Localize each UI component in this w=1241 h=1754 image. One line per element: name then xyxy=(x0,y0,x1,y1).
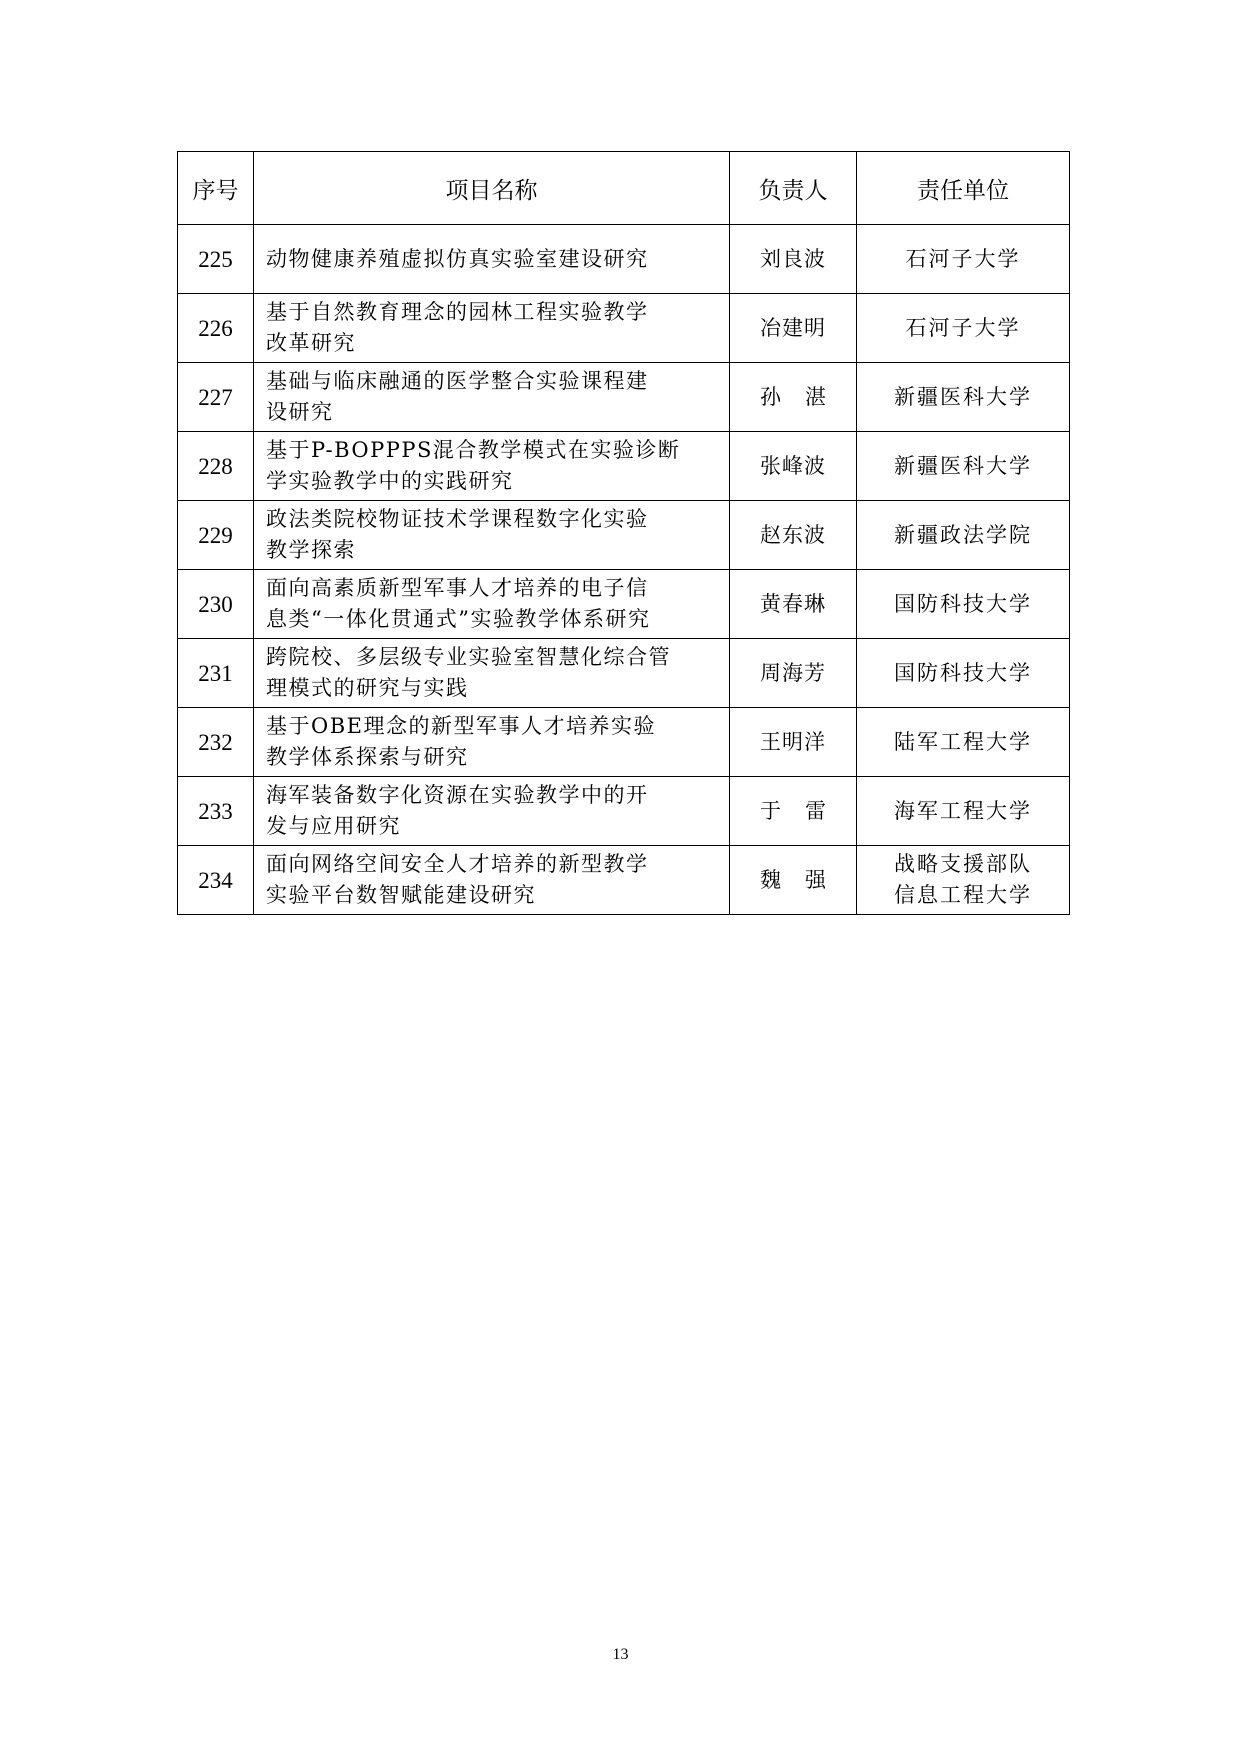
leader-name: 赵东波 xyxy=(760,522,826,547)
project-name-line: 基于P-BOPPPS混合教学模式在实验诊断 xyxy=(266,438,681,462)
project-name-line: 面向高素质新型军事人才培养的电子信 xyxy=(266,576,649,600)
responsible-unit-cell xyxy=(857,225,1070,294)
header-responsible-unit: 责任单位 xyxy=(857,152,1070,225)
responsible-unit-cell xyxy=(857,363,1070,432)
leader-cell xyxy=(730,570,857,639)
project-name-cell xyxy=(254,363,730,432)
project-name-line: 政法类院校物证技术学课程数字化实验 xyxy=(266,507,649,531)
table-body xyxy=(178,225,1070,915)
responsible-unit-line: 海军工程大学 xyxy=(894,798,1032,823)
responsible-unit-cell xyxy=(857,639,1070,708)
serial-number-cell: 228 xyxy=(178,432,254,501)
project-name-line: 理模式的研究与实践 xyxy=(266,676,469,700)
leader-cell xyxy=(730,846,857,915)
table-row xyxy=(178,570,1070,639)
responsible-unit-cell xyxy=(857,432,1070,501)
table-row xyxy=(178,432,1070,501)
project-name-line: 基础与临床融通的医学整合实验课程建 xyxy=(266,369,649,393)
project-name-cell xyxy=(254,846,730,915)
project-name-line: 教学体系探索与研究 xyxy=(266,745,469,769)
responsible-unit-line: 新疆政法学院 xyxy=(894,522,1032,547)
project-name-line: 实验平台数智赋能建设研究 xyxy=(266,883,536,907)
leader-name: 张峰波 xyxy=(760,453,826,478)
header-leader: 负责人 xyxy=(730,152,857,225)
responsible-unit-cell xyxy=(857,501,1070,570)
project-name-line: 面向网络空间安全人才培养的新型教学 xyxy=(266,852,649,876)
leader-cell xyxy=(730,225,857,294)
header-row xyxy=(178,152,1070,225)
leader-cell xyxy=(730,501,857,570)
table-row xyxy=(178,846,1070,915)
table-row xyxy=(178,363,1070,432)
project-name-cell xyxy=(254,570,730,639)
leader-name: 刘良波 xyxy=(760,246,826,271)
project-name-line: 动物健康养殖虚拟仿真实验室建设研究 xyxy=(266,246,649,271)
serial-number-cell: 232 xyxy=(178,708,254,777)
leader-cell xyxy=(730,777,857,846)
leader-name: 王明洋 xyxy=(760,729,826,754)
serial-number-cell: 234 xyxy=(178,846,254,915)
leader-cell xyxy=(730,363,857,432)
table-row xyxy=(178,501,1070,570)
responsible-unit-cell xyxy=(857,708,1070,777)
responsible-unit-line: 战略支援部队 xyxy=(894,852,1032,876)
project-name-cell xyxy=(254,639,730,708)
leader-cell xyxy=(730,294,857,363)
leader-cell xyxy=(730,708,857,777)
serial-number-cell: 230 xyxy=(178,570,254,639)
project-name-line: 基于OBE理念的新型军事人才培养实验 xyxy=(266,714,656,738)
table-row xyxy=(178,225,1070,294)
project-name-cell xyxy=(254,777,730,846)
serial-number-cell: 229 xyxy=(178,501,254,570)
project-name-line: 跨院校、多层级专业实验室智慧化综合管 xyxy=(266,645,671,669)
leader-name: 黄春琳 xyxy=(760,591,826,616)
responsible-unit-cell xyxy=(857,570,1070,639)
serial-number-cell: 227 xyxy=(178,363,254,432)
leader-cell xyxy=(730,432,857,501)
responsible-unit-cell xyxy=(857,846,1070,915)
leader-name: 于雷 xyxy=(760,798,850,823)
project-name-line: 设研究 xyxy=(266,400,334,424)
responsible-unit-line: 石河子大学 xyxy=(905,315,1021,340)
header-serial-number: 序号 xyxy=(178,152,254,225)
responsible-unit-line: 信息工程大学 xyxy=(894,883,1032,907)
leader-cell xyxy=(730,639,857,708)
responsible-unit-line: 陆军工程大学 xyxy=(894,729,1032,754)
table-header xyxy=(178,152,1070,225)
project-name-cell xyxy=(254,501,730,570)
responsible-unit-line: 国防科技大学 xyxy=(894,660,1032,685)
responsible-unit-line: 新疆医科大学 xyxy=(894,453,1032,478)
project-name-cell xyxy=(254,708,730,777)
project-name-line: 学实验教学中的实践研究 xyxy=(266,469,514,493)
responsible-unit-line: 石河子大学 xyxy=(905,246,1021,271)
responsible-unit-line: 国防科技大学 xyxy=(894,591,1032,616)
serial-number-cell: 233 xyxy=(178,777,254,846)
leader-name: 周海芳 xyxy=(760,660,826,685)
serial-number-cell: 226 xyxy=(178,294,254,363)
responsible-unit-line: 新疆医科大学 xyxy=(894,384,1032,409)
project-table xyxy=(177,151,1070,915)
responsible-unit-cell xyxy=(857,777,1070,846)
project-name-cell xyxy=(254,432,730,501)
table-row xyxy=(178,708,1070,777)
table-row xyxy=(178,777,1070,846)
table-row xyxy=(178,294,1070,363)
responsible-unit-cell xyxy=(857,294,1070,363)
leader-name: 魏强 xyxy=(760,867,850,892)
table-row xyxy=(178,639,1070,708)
serial-number-cell: 231 xyxy=(178,639,254,708)
project-name-cell xyxy=(254,294,730,363)
leader-name: 孙湛 xyxy=(760,384,850,409)
project-name-line: 教学探索 xyxy=(266,538,356,562)
project-name-line: 基于自然教育理念的园林工程实验教学 xyxy=(266,300,649,324)
project-name-line: 海军装备数字化资源在实验教学中的开 xyxy=(266,783,649,807)
leader-name: 冶建明 xyxy=(760,315,826,340)
project-name-line: 改革研究 xyxy=(266,331,356,355)
project-name-cell xyxy=(254,225,730,294)
header-project-name: 项目名称 xyxy=(254,152,730,225)
project-name-line: 发与应用研究 xyxy=(266,814,401,838)
project-name-line: 息类“一体化贯通式”实验教学体系研究 xyxy=(266,607,651,631)
serial-number-cell: 225 xyxy=(178,225,254,294)
page-number: 13 xyxy=(612,1646,629,1663)
